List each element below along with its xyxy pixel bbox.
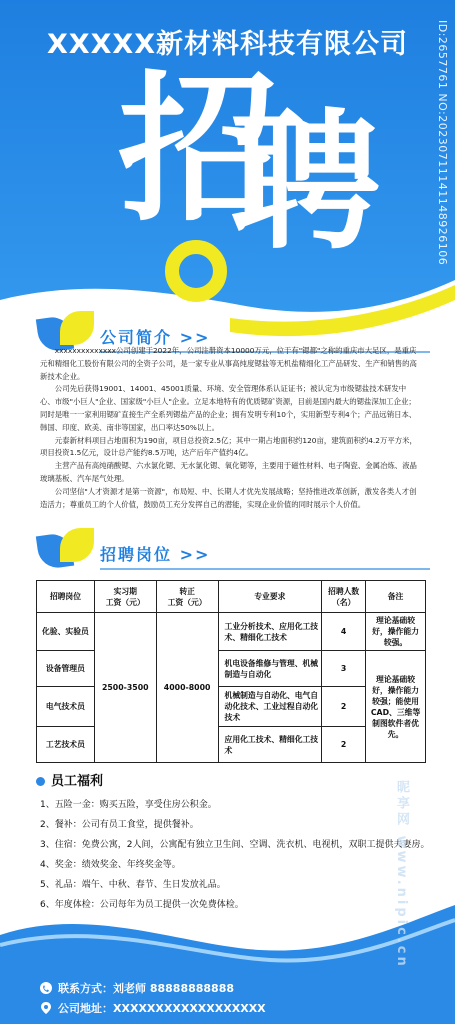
benefits-title [36,770,103,789]
intro-paragraph: 公司坚信"人才资源才是第一资源"，布局短、中、长期人才优先发展战略；坚持推进改革创新，激发各类人才创造活力；尊重员工的个人价值，鼓励员工充分发挥自己的潜能，实现企业价值的同时展示个人价值。 [40,486,417,509]
benefits-list [22,795,432,915]
intro-paragraph: 公司先后获得19001、14001、45001质量、环境、安全管理体系认证证书；被认定为市级锶盐技术研发中心、市级"小巨人"企业、国家级"小巨人"企业。立足本地特有的优质锶矿资源，目前是国内最大的锶盐深加工企业；同时是唯一一家利用锶矿直接生产全系列锶盐产品的企业；拥有发明专利10个，实用新型专利4个；产品远销日本、韩国、印度、欧美、南非等国家，出口率达50%以上。 [40,384,417,432]
section-underline [100,568,430,570]
contact-phone-text: 联系方式：刘老师 88888888888 [58,982,235,995]
header-regular-salary: 转正 工资（元） [156,581,218,613]
header-intern-salary: 实习期 工资（元） [94,581,156,613]
benefit-item: 3、住宿：免费公寓，2人间，公寓配有独立卫生间、空调、洗衣机、电视机，双职工提供夫妻房。 [40,840,430,850]
cell-requirement: 机械制造与自动化、电气自动化技术、工业过程自动化技术 [218,687,322,727]
table-header-row [37,581,426,613]
benefit-item: 5、礼品：端午、中秋、春节、生日发放礼品。 [40,880,226,890]
hero-char-zhao: 招 [118,56,279,243]
header-post: 招聘岗位 [37,581,95,613]
benefits-title-text: 员工福利 [51,774,104,789]
location-pin-icon [40,1002,52,1014]
bullet-dot-icon [36,777,45,786]
contact-phone [40,980,234,996]
jobs-table [36,580,426,763]
hero-char-pin: 聘 [230,96,381,270]
cell-post: 工艺技术员 [37,727,95,763]
cell-regular-salary: 4000-8000 [156,613,218,763]
cell-intern-salary: 2500-3500 [94,613,156,763]
header-requirement: 专业要求 [218,581,322,613]
header-note: 备注 [366,581,426,613]
cell-note: 理论基础较好，操作能力较强。 [366,613,426,651]
cell-count: 3 [322,651,366,687]
benefit-item: 6、年度体检：公司每年为员工提供一次免费体检。 [40,900,244,910]
cell-post: 化验、实验员 [37,613,95,651]
yellow-ring-decoration [165,240,227,302]
table-row [37,613,426,651]
jobs-section-header [38,532,418,576]
cell-requirement: 工业分析技术、应用化工技术、精细化工技术 [218,613,322,651]
benefit-item: 2、餐补：公司有员工食堂，提供餐补。 [40,820,199,830]
site-watermark: 昵享网 www.nipic.cn [394,780,409,969]
contact-address [40,1000,266,1016]
phone-icon [40,982,52,994]
cell-post: 设备管理员 [37,651,95,687]
intro-paragraph: xxxxxxxxxxxxxx公司创建于2022年，公司注册资本10000万元，位于有"锶都"之称的重庆市大足区，是重庆元和精细化工股份有限公司的全资子公司，是一家专业从事高纯度锶盐等无机盐精细化工产品研发、生产和销售的高新技术企业。 [40,346,417,381]
cell-count: 2 [322,727,366,763]
intro-paragraph: 主营产品有高纯硝酸锶、六水氯化锶、无水氯化锶、氧化锶等，主要用于磁性材料、电子陶瓷、金属冶炼、液晶玻璃基板、汽车尾气处理。 [40,461,417,483]
cell-count: 4 [322,613,366,651]
leaf-yellow-icon [60,311,94,345]
benefit-item: 1、五险一金：购买五险，享受住房公积金。 [40,800,217,810]
leaf-yellow-icon [60,528,94,562]
image-id-watermark: ID:2657761 NO:20230711141148926106 [436,20,449,266]
jobs-section-title: 招聘岗位 >> [100,545,211,564]
intro-paragraph: 元泰新材料项目占地面积为190亩，项目总投资2.5亿；其中一期占地面积约120亩，建筑面积约4.2万平方米，项目投资1.5亿元，设计总产能约8.5万吨，达产后年产值约4亿。 [40,435,417,458]
hero-title [0,56,455,310]
intro-section-title: 公司简介 >> [100,328,211,347]
cell-note: 理论基础较好，操作能力较强；能使用CAD、三维等制图软件者优先。 [366,651,426,763]
company-name: XXXXX新材料科技有限公司 [46,29,409,60]
contact-address-text: 公司地址：XXXXXXXXXXXXXXXXXX [58,1002,266,1015]
cell-requirement: 机电设备维修与管理、机械制造与自动化 [218,651,322,687]
benefit-item: 4、奖金：绩效奖金、年终奖金等。 [40,860,181,870]
cell-count: 2 [322,687,366,727]
cell-post: 电气技术员 [37,687,95,727]
header-count: 招聘人数 （名） [322,581,366,613]
company-intro [40,345,418,511]
cell-requirement: 应用化工技术、精细化工技术 [218,727,322,763]
